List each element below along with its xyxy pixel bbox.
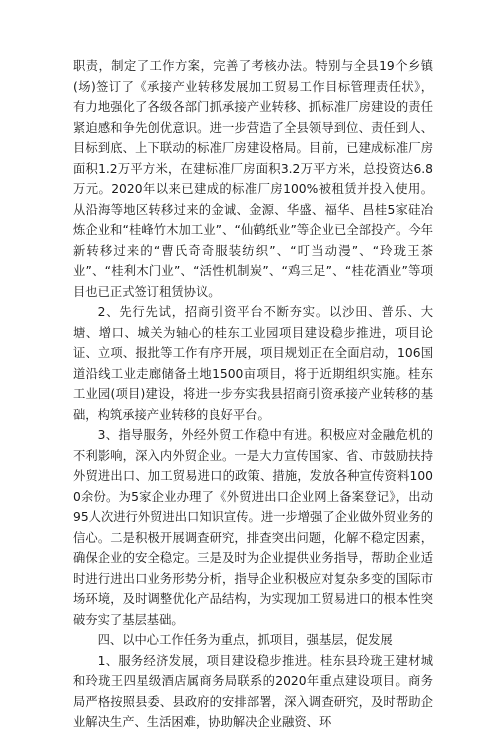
paragraph-investment-platform: 2、先行先试，招商引资平台不断夯实。以沙田、普乐、大塘、增口、城关为轴心的桂东工业园项目建设稳步推进，项目论证、立项、报批等工作有序开展，项目规划正在全面启动，106国道沿线工业走廊储备土地1500亩项目，将于近期组织实施。桂东工业园(项目)建设，将进一步夯实我县招商引资承接产业转移的基础，构筑承接产业转移的良好平台。 [73,305,433,422]
document-body [73,56,433,733]
paragraph-work-plan: 职责，制定了工作方案，完善了考核办法。特别与全县19个乡镇(场)签订了《承接产业转移发展加工贸易工作目标管理责任状》，有力地强化了各级各部门抓承接产业转移、抓标准厂房建设的责任紧迫感和争先创优意识。进一步营造了全县领导到位、责任到人、目标到底、上下联动的标准厂房建设格局。目前，已建成标准厂房面积1.2万平方米，在建标准厂房面积3.2万平方米，总投资达6.8万元。2020年以来已建成的标准厂房100%被租赁并投入使用。从沿海等地区转移过来的金诚、金源、华盛、福华、昌桂5家硅冶炼企业和“桂峰竹木加工业”、“仙鹤纸业”等企业已全部投产。今年新转移过来的“曹氏奇奇服装纺织”、“叮当动漫”、“玲珑王茶业”、“桂利木门业”、“活性机制炭”、“鸡三足”、“桂花酒业”等项目也已正式签订租赁协议。 [73,59,433,299]
paragraph-project-construction: 1、服务经济发展，项目建设稳步推进。桂东县玲珑王建材城和玲珑王四星级酒店属商务局联系的2020年重点建设项目。商务局严格按照县委、县政府的安排部署，深入调查研究，及时帮助企业解决生产、生活困难，协助解决企业融资、环 [73,653,433,729]
section-heading: 四、以中心工作任务为重点，抓项目，强基层，促发展 [97,633,393,647]
paragraph-foreign-trade: 3、指导服务，外经外贸工作稳中有进。积极应对金融危机的不利影响，深入内外贸企业。一是大力宣传国家、省、市鼓励扶持外贸进出口、加工贸易进口的政策、措施，发放各种宣传资料1000余份。为5家企业办理了《外贸进出口企业网上备案登记》，出动95人次进行外贸进出口知识宣传。进一步增强了企业做外贸业务的信心。二是积极开展调查研究，排查突出问题，化解不稳定因素，确保企业的安全稳定。三是及时为企业提供业务指导，帮助企业适时进行进出口业务形势分析，指导企业积极应对复杂多变的国际市场环境，及时调整优化产品结构，为实现加工贸易进口的根本性突破夯实了基层基础。 [73,428,433,627]
